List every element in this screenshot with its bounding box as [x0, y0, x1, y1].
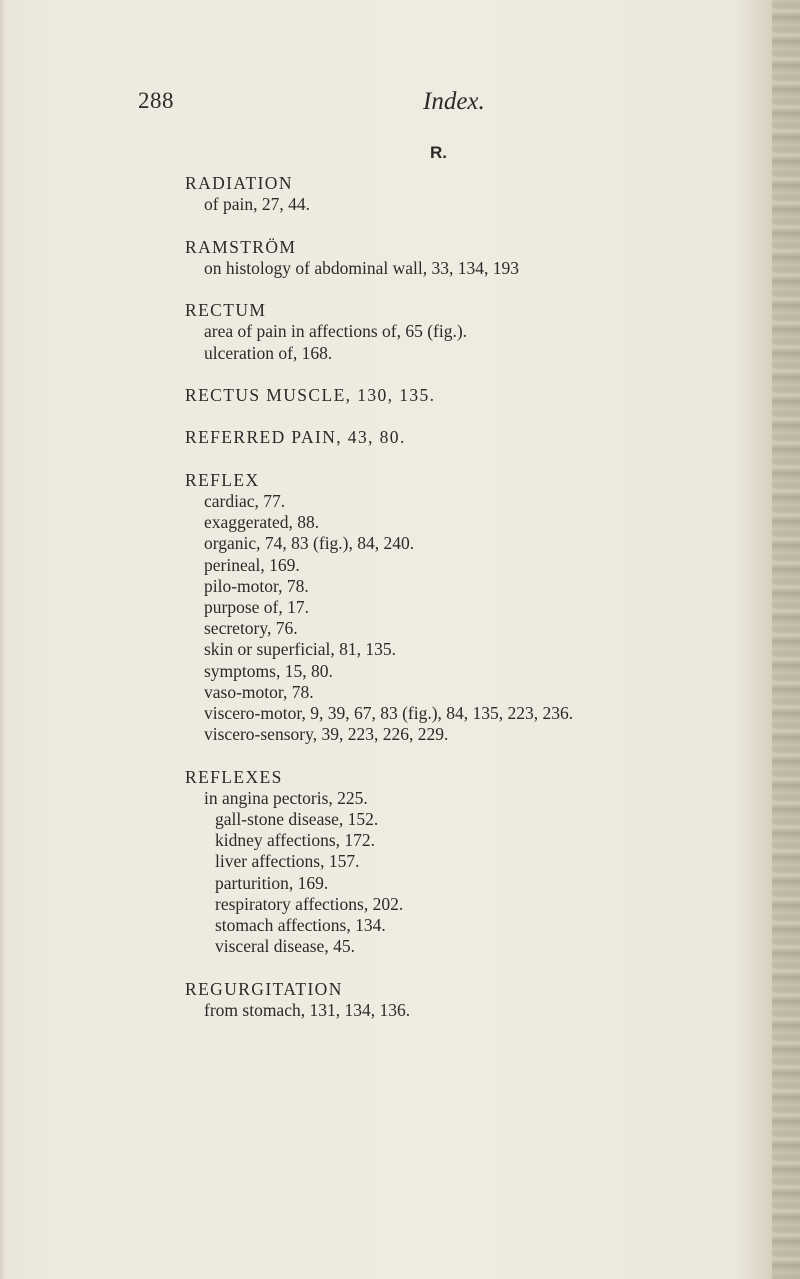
index-entry-reflex: [185, 470, 765, 746]
entry-subheading: liver affections, 157.: [215, 851, 360, 872]
entry-subheading: vaso-motor, 78.: [204, 681, 314, 702]
page-header: [0, 88, 800, 128]
running-title: Index.: [423, 88, 485, 115]
entry-subheading: area of pain in affections of, 65 (fig.).: [204, 321, 468, 342]
entry-subheading: perineal, 169.: [204, 554, 300, 575]
index-entry-rectus-muscle: [185, 385, 765, 406]
entry-subheading: organic, 74, 83 (fig.), 84, 240.: [204, 533, 415, 554]
entry-heading: RADIATION: [185, 173, 293, 193]
entry-subheading: skin or superficial, 81, 135.: [204, 639, 396, 660]
entry-subheading: of pain, 27, 44.: [204, 194, 310, 215]
entry-subheading: from stomach, 131, 134, 136.: [204, 999, 411, 1020]
entry-subheading: visceral disease, 45.: [215, 936, 355, 957]
index-entry-reflexes: [185, 767, 765, 958]
entry-subheading: symptoms, 15, 80.: [204, 660, 333, 681]
entry-subheading: kidney affections, 172.: [215, 830, 376, 851]
entry-heading: RAMSTRÖM: [185, 236, 297, 257]
index-entries: [185, 173, 765, 1042]
section-letter: R.: [430, 143, 447, 162]
entry-heading: REFLEX: [185, 469, 260, 490]
entry-subheading: respiratory affections, 202.: [215, 893, 404, 914]
entry-subheading: stomach affections, 134.: [215, 915, 386, 936]
entry-subheading: secretory, 76.: [204, 618, 298, 639]
page-number: 288: [138, 88, 174, 113]
entry-heading: RECTUS MUSCLE, 130, 135.: [185, 384, 436, 405]
entry-subheading: gall-stone disease, 152.: [215, 809, 379, 829]
entry-heading: REFERRED PAIN, 43, 80.: [185, 427, 406, 448]
page-left-edge: [0, 0, 6, 1279]
index-entry-radiation: [185, 173, 765, 215]
entry-subheading: purpose of, 17.: [204, 596, 309, 617]
entry-heading: REFLEXES: [185, 766, 283, 787]
page-right-edge: [772, 0, 800, 1279]
index-entry-regurgitation: [185, 979, 765, 1021]
entry-subheading: cardiac, 77.: [204, 490, 286, 511]
entry-subheading: on histology of abdominal wall, 33, 134, 193: [204, 257, 519, 278]
entry-heading: RECTUM: [185, 300, 267, 321]
entry-subheading: pilo-motor, 78.: [204, 575, 309, 596]
entry-subheading: viscero-motor, 9, 39, 67, 83 (fig.), 84, 135, 223, 236.: [204, 703, 574, 723]
entry-subheading: parturition, 169.: [215, 872, 329, 893]
index-entry-ramstrom: [185, 237, 765, 279]
entry-subheading: ulceration of, 168.: [204, 342, 333, 363]
entry-subheading: exaggerated, 88.: [204, 512, 320, 533]
entry-heading: REGURGITATION: [185, 978, 343, 999]
index-entry-rectum: [185, 300, 765, 364]
index-entry-referred-pain: [185, 427, 765, 448]
entry-subheading: viscero-sensory, 39, 223, 226, 229.: [204, 724, 449, 745]
entry-subheading: in angina pectoris, 225.: [204, 787, 368, 808]
